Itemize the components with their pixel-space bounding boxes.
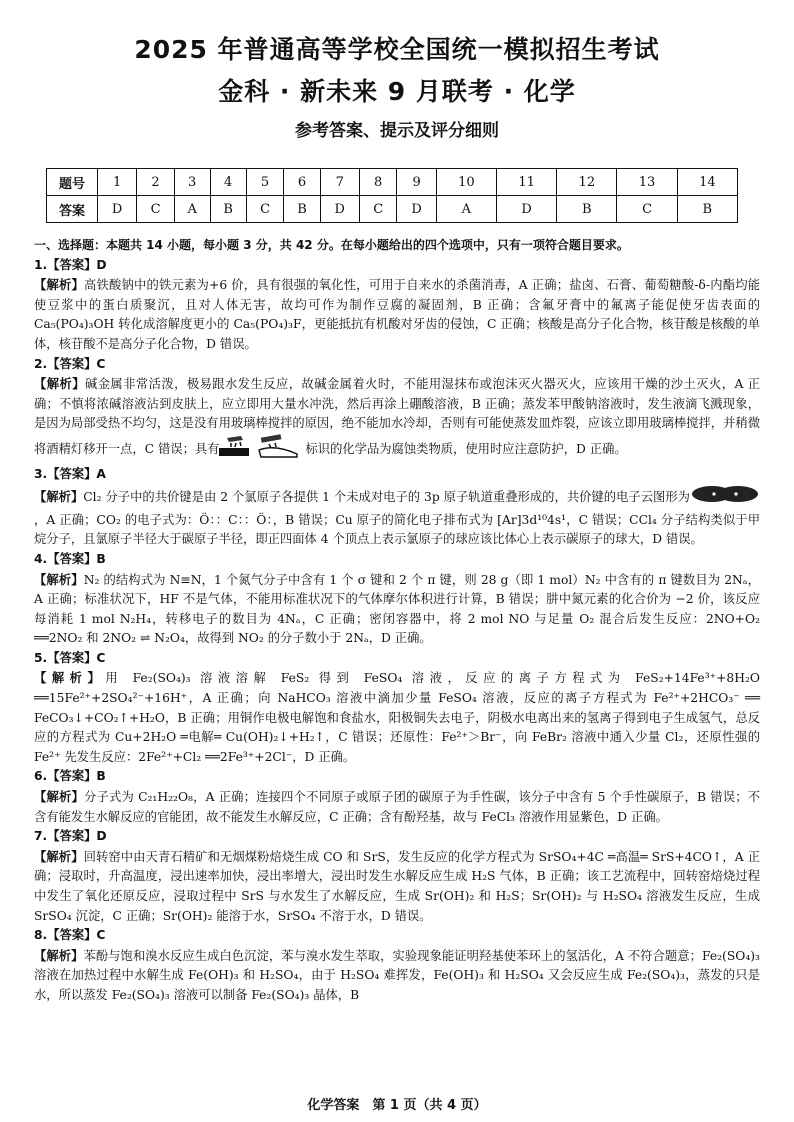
answer-row (47, 196, 738, 223)
question-number: 14 (677, 169, 737, 196)
question-number-row (47, 169, 738, 196)
answer-cell: A (174, 196, 210, 223)
answer-line: 7.【答案】D (34, 829, 107, 844)
answer-line: 3.【答案】A (34, 466, 106, 481)
answer-line: 2.【答案】C (34, 356, 106, 371)
answer-cell: B (677, 196, 737, 223)
section-heading: 一、选择题：本题共 14 小题，每小题 3 分，共 42 分。在每小题给出的四个选项中，只有一项符合题目要求。 (34, 238, 629, 252)
explanation (34, 275, 760, 354)
explanation-label: 【解析】 (34, 848, 84, 864)
explanation-label: 【解析】 (34, 947, 84, 963)
question-number: 12 (557, 169, 617, 196)
question-number: 11 (496, 169, 556, 196)
explanation (34, 787, 760, 827)
answer-cell: A (436, 196, 496, 223)
question-number: 8 (359, 169, 397, 196)
answer-cell: D (320, 196, 359, 223)
question-number: 2 (137, 169, 175, 196)
explanation (34, 946, 760, 1006)
answer-cell: B (284, 196, 320, 223)
answer-cell: C (246, 196, 284, 223)
answer-cell: B (210, 196, 246, 223)
answer-line: 1.【答案】D (34, 257, 107, 272)
explanation-text: 高铁酸钠中的铁元素为+6 价，具有很强的氧化性，可用于自来水的杀菌消毒，A 正确；盐卤、石膏、葡萄糖酸-δ-内酯均能使豆浆中的蛋白质聚沉，且对人体无害，故均可作为制作豆腐的凝固剂，B 正确；含氟牙膏中的氟离子能促使牙齿表面的 Ca₅(PO₄)₃OH 转化成溶解度更小的 Ca₅(PO₄)₃F，更能抵抗有机酸对牙齿的侵蚀，C 正确；核酸是高分子化合物，核苷酸是核酸的单体，核苷酸不是高分子化合物，D 错误。 (34, 278, 760, 351)
page-footer: 化学答案 第 1 页（共 4 页） (307, 1098, 487, 1113)
exam-subtitle: 金科 · 新未来 9 月联考 · 化学 (218, 77, 576, 106)
answer-cell: D (98, 196, 137, 223)
explanation-label: 【解析】 (34, 670, 106, 686)
explanation-text: N₂ 的结构式为 N≡N，1 个氮气分子中含有 1 个 σ 键和 2 个 π 键，则 28 g（即 1 mol）N₂ 中含有的 π 键数目为 2Nₐ，A 正确；标准状况下，HF 不是气体，不能用标准状况下的气体摩尔体积进行计算，B 错误；肼中氮元素的化合价为 −2 价，该反应每消耗 1 mol N₂H₄，转移电子的数目为 4Nₐ，C 正确；密闭容器中，将 2 mol NO 与足量 O₂ 混合后发生反应：2NO+O₂ ══2NO₂ 和 2NO₂ ⇌ N₂O₄，故得到 NO₂ 的分子数小于 2Nₐ，D 正确。 (34, 572, 760, 646)
explanation-label: 【解析】 (34, 277, 85, 293)
question-number: 4 (210, 169, 246, 196)
explanation (34, 668, 760, 767)
question-number: 13 (617, 169, 677, 196)
explanation (34, 847, 760, 926)
answer-line: 8.【答案】C (34, 928, 106, 943)
sigma-bond-orbital-icon (690, 484, 760, 511)
document-heading: 参考答案、提示及评分细则 (295, 121, 499, 141)
explanation-text: ，A 正确；CO₂ 的电子式为：Ö：：C：：Ö：，B 错误；Cu 原子的简化电子排布式为 [Ar]3d¹⁰4s¹，C 错误；CCl₄ 分子结构类似于甲烷分子，且氯原子半径大于碳原子半径，即正四面体 4 个顶点上表示氯原子的球应该比体心上表示碳原子的球大，D 错误。 (34, 512, 760, 547)
answer-cell: D (397, 196, 436, 223)
answer-line: 5.【答案】C (34, 650, 106, 665)
explanation (34, 374, 760, 464)
explanation-text: 碱金属非常活泼，极易跟水发生反应，故碱金属着火时，不能用湿抹布或泡沫灭火器灭火，应该用干燥的沙土灭火，A 正确；不慎将浓碱溶液沾到皮肤上，应立即用大量水冲洗，然后再涂上硼酸溶液，B 正确；蒸发苯甲酸钠溶液时，发生液滴飞溅现象，是因为局部受热不均匀，这是没有用玻璃棒搅拌的原因，绝不能加水冷却，否则有可能使蒸发皿炸裂，应该立即用玻璃棒搅拌，并稍微将酒精灯移开一点，C 错误；具有 (34, 377, 760, 456)
answer-table (46, 168, 738, 223)
solutions-body (34, 236, 760, 1006)
explanation-label: 【解析】 (34, 376, 85, 392)
explanation-text: 回转窑中由天青石精矿和无烟煤粉焙烧生成 CO 和 SrS，发生反应的化学方程式为 SrSO₄+4C ═高温═ SrS+4CO↑，A 正确；浸取时，升高温度，浸出速率加快，浸出率增大，浸出时发生水解反应生成 H₂S 气体，B 正确；该工艺流程中，回转窑焙烧过程中发生了氧化还原反应，浸取过程中 SrS 与水发生了水解反应，生成 Sr(OH)₂ 和 H₂S；Sr(OH)₂ 与 H₂SO₄ 溶液发生反应，生成 SrSO₄ 沉淀，C 正确；Sr(OH)₂ 能溶于水，SrSO₄ 不溶于水，D 错误。 (34, 849, 760, 923)
answer-cell: B (557, 196, 617, 223)
question-number: 10 (436, 169, 496, 196)
explanation-text: 分子式为 C₂₁H₂₂O₈，A 正确；连接四个不同原子或原子团的碳原子为手性碳，该分子中含有 5 个手性碳原子，B 错误；不含有能发生水解反应的官能团，故不能发生水解反应，C 正确；含有酚羟基，故与 FeCl₃ 溶液作用显紫色，D 正确。 (34, 790, 760, 824)
answer-cell: C (137, 196, 175, 223)
explanation-label: 【解析】 (34, 571, 84, 587)
row-label: 答案 (47, 196, 98, 223)
explanation-text: 标识的化学品为腐蚀类物质，使用时应注意防护，D 正确。 (305, 441, 627, 456)
question-number: 7 (320, 169, 359, 196)
corrosive-hazard-icon (219, 434, 305, 465)
question-number: 1 (98, 169, 137, 196)
question-number: 6 (284, 169, 320, 196)
explanation-label: 【解析】 (34, 488, 84, 504)
answer-cell: D (496, 196, 556, 223)
question-number: 3 (174, 169, 210, 196)
explanation-label: 【解析】 (34, 789, 84, 805)
question-number: 9 (397, 169, 436, 196)
exam-title: 2025 年普通高等学校全国统一模拟招生考试 (134, 35, 660, 64)
explanation-text: 苯酚与饱和溴水反应生成白色沉淀，苯与溴水发生萃取，实验现象能证明羟基使苯环上的氢活化，A 不符合题意；Fe₂(SO₄)₃ 溶液在加热过程中水解生成 Fe(OH)₃ 和 H₂SO₄，由于 H₂SO₄ 难挥发，Fe(OH)₃ 和 H₂SO₄ 又会反应生成 Fe₂(SO₄)₃，蒸发的只是水，所以蒸发 Fe₂(SO₄)₃ 溶液可以制备 Fe₂(SO₄)₃ 晶体，B (34, 948, 760, 1002)
row-label: 题号 (47, 169, 98, 196)
answer-cell: C (359, 196, 397, 223)
question-number: 5 (246, 169, 284, 196)
explanation-text: Cl₂ 分子中的共价键是由 2 个氯原子各提供 1 个未成对电子的 3p 原子轨道重叠形成的，共价键的电子云图形为 (83, 489, 690, 504)
answer-line: 6.【答案】B (34, 769, 106, 784)
explanation (34, 570, 760, 649)
answer-cell: C (617, 196, 677, 223)
explanation (34, 484, 760, 550)
answer-line: 4.【答案】B (34, 551, 106, 566)
explanation-text: 用 Fe₂(SO₄)₃ 溶液溶解 FeS₂ 得到 FeSO₄ 溶液，反应的离子方程式为 FeS₂+14Fe³⁺+8H₂O ══15Fe²⁺+2SO₄²⁻+16H⁺，A 正确；向 NaHCO₃ 溶液中滴加少量 FeSO₄ 溶液，反应的离子方程式为 Fe²⁺+2HCO₃⁻ ══ FeCO₃↓+CO₂↑+H₂O，B 正确；用铜作电极电解饱和食盐水，阳极铜失去电子，阴极水电离出来的氢离子得到电子生成氢气，总反应的方程式为 Cu+2H₂O ═电解═ Cu(OH)₂↓+H₂↑，C 错误；还原性：Fe²⁺＞Br⁻，向 FeBr₂ 溶液中通入少量 Cl₂，还原性强的 Fe²⁺ 先发生反应：2Fe²⁺+Cl₂ ══2Fe³⁺+2Cl⁻，D 正确。 (34, 671, 760, 764)
